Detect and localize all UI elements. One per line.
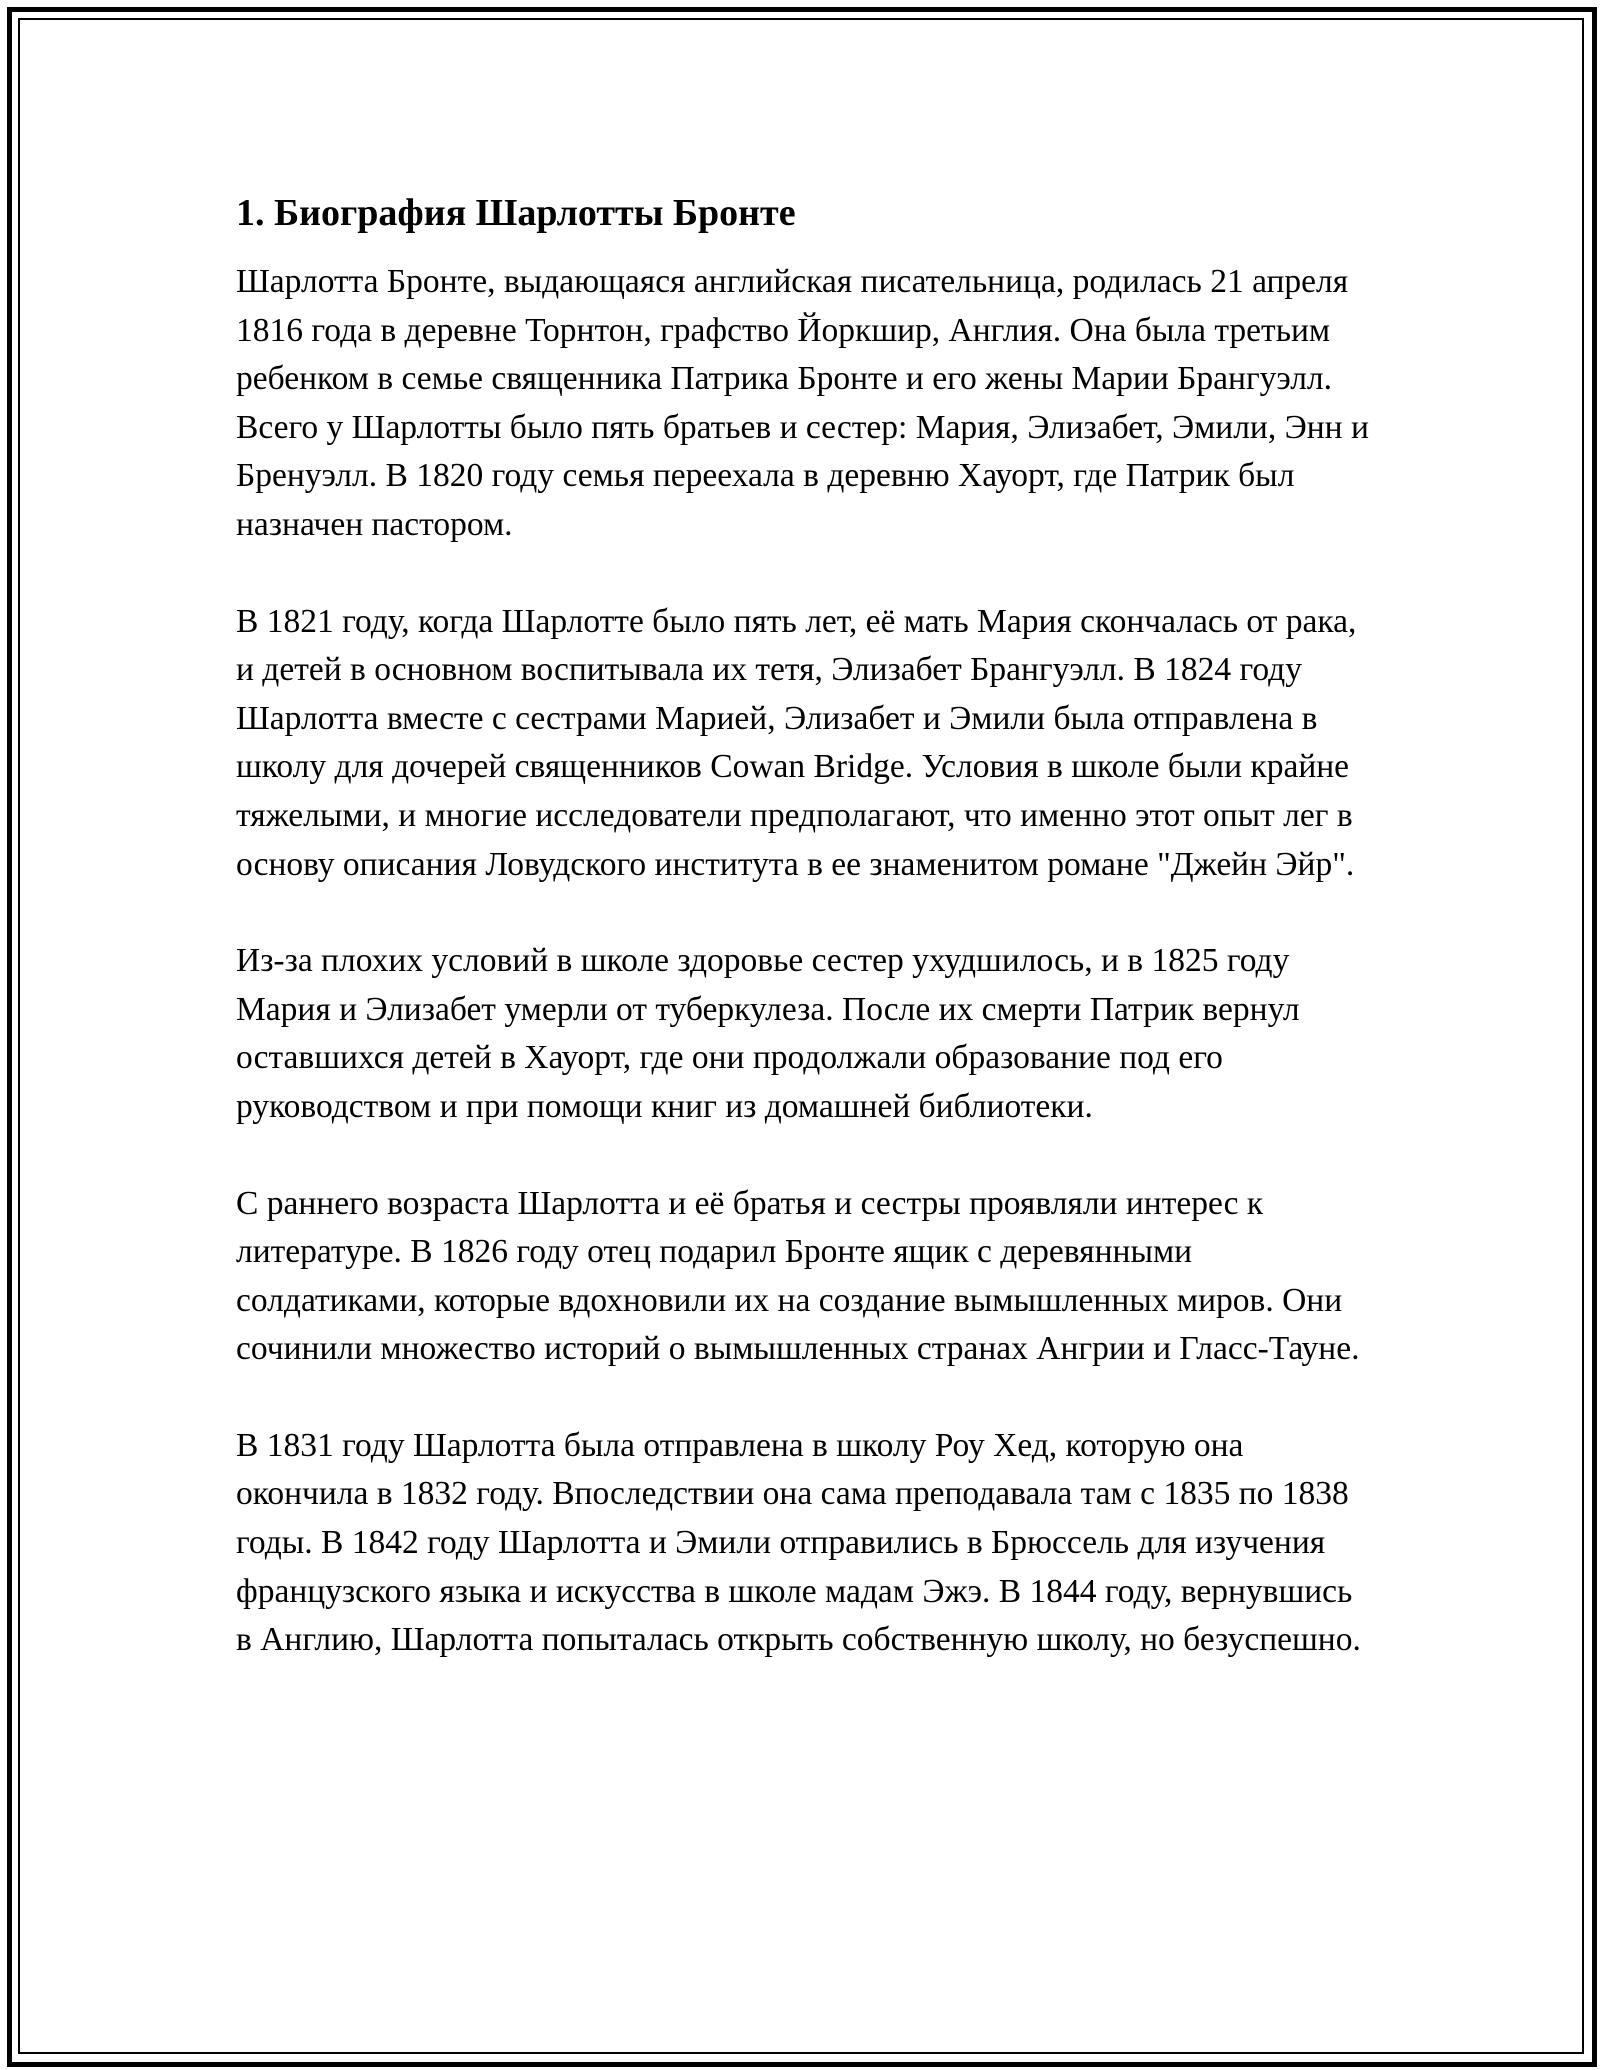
paragraph-school: В 1821 году, когда Шарлотте было пять лет, её мать Мария скончалась от рака, и детей в основном воспитывала их тетя, Элизабет Брангуэлл. В 1824 году Шарлотта вместе с сестрами Марией, Элизабет и Эмили была отправлена в школу для дочерей священников Cowan Bridge. Условия в школе были крайне тяжелыми, и многие исследователи предполагают, что именно этот опыт лег в основу описания Ловудского института в ее знаменитом романе "Джейн Эйр". bbox=[236, 602, 1357, 883]
paragraph-birth: Шарлотта Бронте, выдающаяся английская писательница, родилась 21 апреля 1816 года в деревне Торнтон, графство Йоркшир, Англия. Она была третьим ребенком в семье священника Патрика Бронте и его жены Марии Брангуэлл. Всего у Шарлотты было пять братьев и сестер: Мария, Элизабет, Эмили, Энн и Бренуэлл. В 1820 году семья переехала в деревню Хауорт, где Патрик был назначен пастором. bbox=[236, 263, 1369, 543]
section-heading: 1. Биография Шарлотты Бронте bbox=[236, 192, 796, 234]
paragraph-roe-head: В 1831 году Шарлотта была отправлена в школу Роу Хед, которую она окончила в 1832 году. Впоследствии она сама преподавала там с 1835 по 1838 годы. В 1842 году Шарлотта и Эмили отправились в Брюссель для изучения французского языка и искусства в школе мадам Эжэ. В 1844 году, вернувшись в Англию, Шарлотта попыталась открыть собственную школу, но безуспешно. bbox=[236, 1426, 1361, 1659]
paragraph-literature: С раннего возраста Шарлотта и её братья и сестры проявляли интерес к литературе. В 1826 году отец подарил Бронте ящик с деревянными солдатиками, которые вдохновили их на создание вымышленных миров. Они сочинили множество историй о вымышленных странах Ангрии и Гласс-Тауне. bbox=[236, 1184, 1360, 1368]
paragraph-sisters-death: Из-за плохих условий в школе здоровье сестер ухудшилось, и в 1825 году Мария и Элизабет умерли от туберкулеза. После их смерти Патрик вернул оставшихся детей в Хауорт, где они продолжали образование под его руководством и при помощи книг из домашней библиотеки. bbox=[236, 942, 1300, 1125]
document-body bbox=[236, 188, 1376, 1713]
